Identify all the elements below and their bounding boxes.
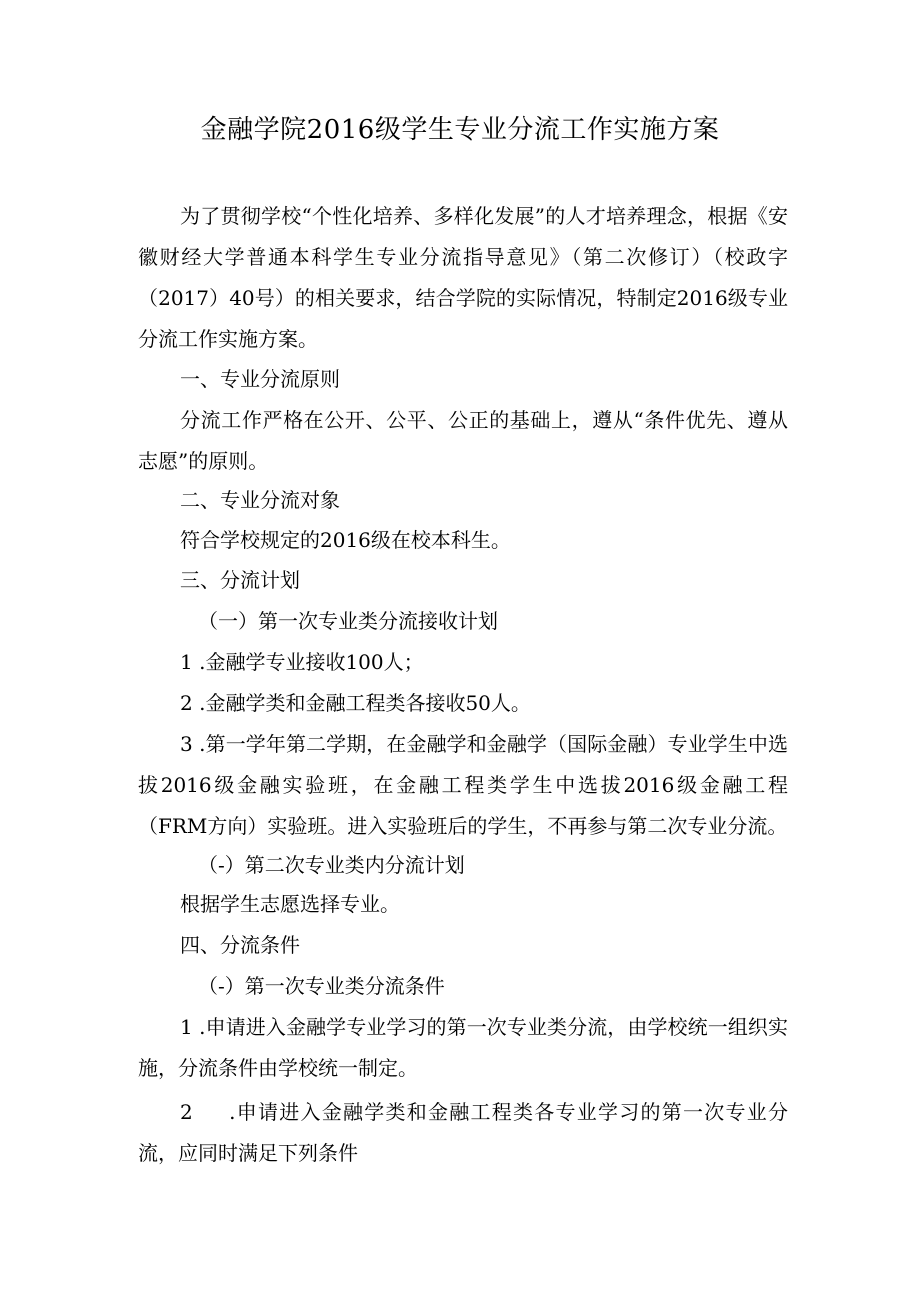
conditions-item-2: 2 .申请进入金融学类和金融工程类各专业学习的第一次专业分流，应同时满足下列条件 xyxy=(138,1100,788,1165)
plan-item-3: 3 .第一学年第二学期，在金融学和金融学（国际金融）专业学生中选拔2016级金融实验班，在金融工程类学生中选拔2016级金融工程（FRM方向）实验班。进入实验班后的学生，不再参与第二次专业分流。 xyxy=(138,732,788,838)
subheading-second-plan: （-）第二次专业类内分流计划 xyxy=(198,853,465,877)
section-heading-plan: 三、分流计划 xyxy=(180,568,300,592)
section-heading-conditions: 四、分流条件 xyxy=(180,933,300,957)
plan-item-1: 1 .金融学专业接收100人； xyxy=(180,650,424,674)
conditions-item-1: 1 .申请进入金融学专业学习的第一次专业类分流，由学校统一组织实施，分流条件由学校统一制定。 xyxy=(138,1015,788,1080)
intro-paragraph: 为了贯彻学校“个性化培养、多样化发展”的人才培养理念，根据《安徽财经大学普通本科学生专业分流指导意见》（第二次修订）（校政字（2017）40号）的相关要求，结合学院的实际情况，特制定2016级专业分流工作实施方案。 xyxy=(138,204,788,351)
subheading-first-plan: （一）第一次专业类分流接收计划 xyxy=(198,609,498,633)
section-heading-principles: 一、专业分流原则 xyxy=(180,367,340,391)
second-plan-paragraph: 根据学生志愿选择专业。 xyxy=(180,892,400,916)
principles-paragraph: 分流工作严格在公开、公平、公正的基础上，遵从“条件优先、遵从志愿”的原则。 xyxy=(138,408,788,473)
document-title: 金融学院2016级学生专业分流工作实施方案 xyxy=(200,115,720,145)
targets-paragraph: 符合学校规定的2016级在校本科生。 xyxy=(180,528,511,552)
subheading-first-conditions: （-）第一次专业类分流条件 xyxy=(198,974,445,998)
section-heading-targets: 二、专业分流对象 xyxy=(180,488,340,512)
plan-item-2: 2 .金融学类和金融工程类各接收50人。 xyxy=(180,691,531,715)
